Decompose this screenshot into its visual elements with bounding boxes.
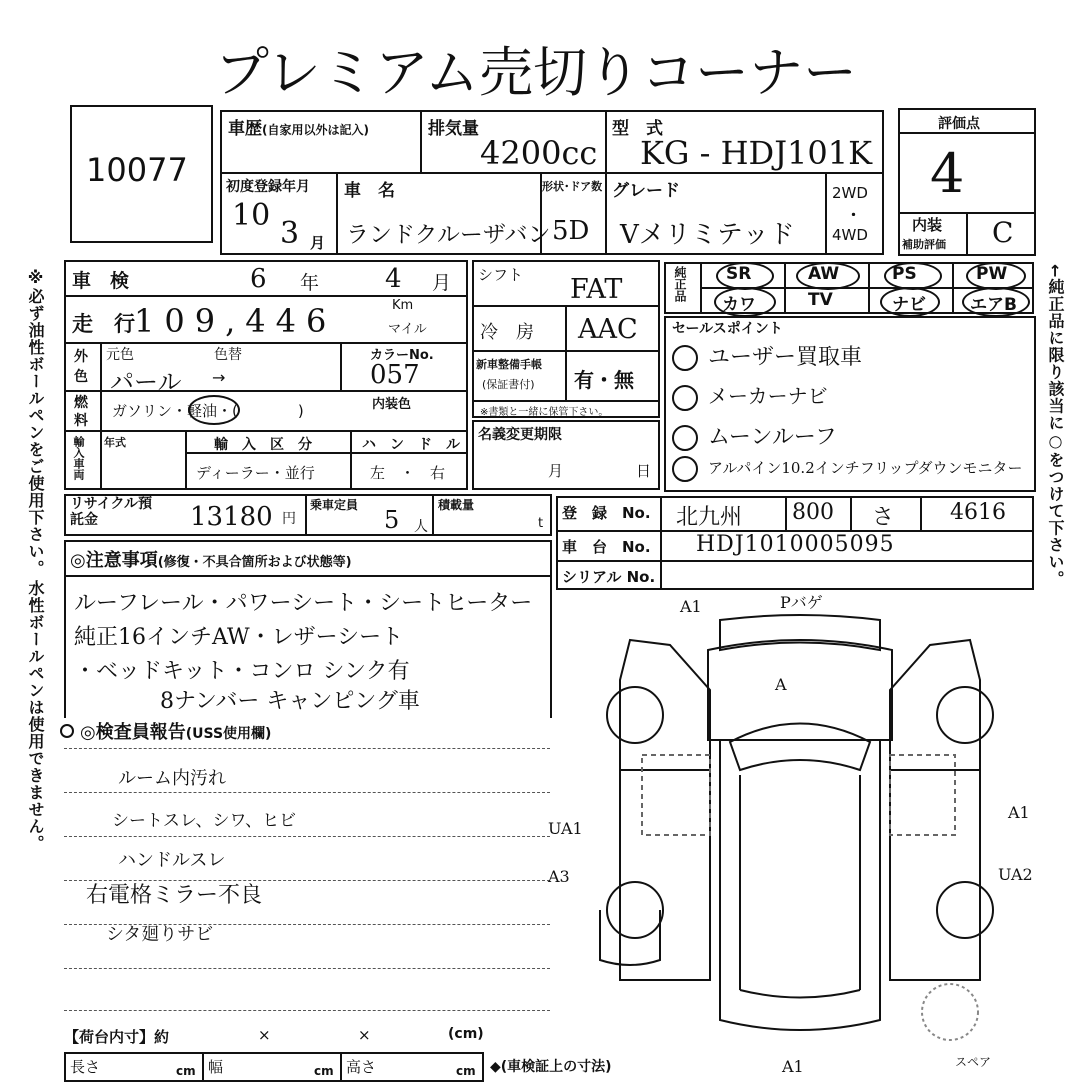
ac-label: 冷 房 xyxy=(480,322,534,343)
diagram-label-rear: A1 xyxy=(782,1057,804,1076)
grade-value: Vメリミテッド xyxy=(620,220,795,250)
score-label: 評価点 xyxy=(938,116,980,132)
note-line-2: 純正16インチAW・レザーシート xyxy=(74,625,404,650)
cargo-length-cm: cm xyxy=(176,1064,196,1078)
note-line-1: ルーフレール・パワーシート・シートヒーター xyxy=(74,591,533,616)
ext-color-label-2: 色 xyxy=(74,369,88,385)
notes-heading: ◎注意事項(修復・不具合箇所および状態等) xyxy=(70,550,352,571)
cargo-height-cm: cm xyxy=(456,1064,476,1078)
registration-class: 800 xyxy=(792,500,834,525)
inspection-year: 6 xyxy=(250,264,267,294)
sales-points-label: セールスポイント xyxy=(672,321,783,337)
mileage-unit-km: Km xyxy=(392,298,414,313)
genuine-circle-leather xyxy=(714,287,776,317)
genuine-item-navi: ナビ xyxy=(892,295,926,315)
registration-area: 北九州 xyxy=(676,505,743,530)
manual-sub: (保証書付) xyxy=(482,378,535,391)
capacity-value: 5 xyxy=(384,506,400,534)
note-line-3: ・ベッドキット・コンロ シンク有 xyxy=(74,659,410,684)
lot-number-box xyxy=(70,105,213,243)
cargo-dims-box xyxy=(64,1052,484,1082)
mileage-value: 109,446 xyxy=(134,302,337,340)
recycle-unit: 円 xyxy=(282,511,296,527)
cargo-length-label: 長さ xyxy=(70,1058,101,1076)
name-change-day: 日 xyxy=(636,462,652,480)
genuine-item-tv: TV xyxy=(808,290,833,310)
handle-label: ハ ン ド ル xyxy=(362,437,460,453)
interior-color-label: 内装色 xyxy=(372,397,412,412)
handle-options: 左 ・ 右 xyxy=(370,464,446,482)
shift-value: FAT xyxy=(570,274,623,305)
note-line-4: 8ナンバー キャンピング車 xyxy=(160,689,420,714)
load-unit: t xyxy=(538,516,544,531)
registration-label: 登 録 No. xyxy=(562,504,651,522)
genuine-circle-pw xyxy=(966,262,1026,290)
genuine-item-leather: カワ xyxy=(722,295,756,315)
registration-number: 4616 xyxy=(950,500,1006,525)
model-value: KG - HDJ101K xyxy=(640,134,872,172)
score-value: 4 xyxy=(930,142,965,205)
orig-color-label: 元色 xyxy=(106,347,134,363)
cargo-unit: (cm) xyxy=(448,1026,484,1042)
diagram-label-front-left: A1 xyxy=(680,597,702,616)
model-label: 型 式 xyxy=(612,119,663,139)
recycle-value: 13180 xyxy=(190,502,273,532)
color-no-label: カラーNo. xyxy=(370,348,434,363)
genuine-circle-sr xyxy=(716,262,774,290)
manual-value: 有・無 xyxy=(574,368,634,392)
displacement-label: 排気量 xyxy=(428,119,479,139)
inspector-heading: ◎検査員報告(USS使用欄) xyxy=(60,718,271,744)
interior-score-value: C xyxy=(992,216,1014,249)
interior-score-sub: 補助評価 xyxy=(902,238,946,251)
genuine-circle-navi xyxy=(880,287,940,317)
inspection-month: 4 xyxy=(385,264,402,294)
sales-point-1: ユーザー買取車 xyxy=(672,340,862,371)
import-label: 輸入車両 xyxy=(72,436,85,480)
first-registration-month: 3 xyxy=(280,216,300,251)
mileage-unit-mile: マイル xyxy=(388,322,427,337)
cargo-height-label: 高さ xyxy=(346,1058,377,1076)
diagram-label-bumper: Pバゲ xyxy=(780,593,823,612)
mileage-label: 走 行 xyxy=(72,312,135,336)
side-note-left-1: ※必ず油性ボールペンをご使用下さい。 xyxy=(26,268,45,577)
drive-4wd: 4WD xyxy=(832,226,868,244)
drive-dot: ・ xyxy=(846,206,862,224)
inspector-line-2: シートスレ、シワ、ヒビ xyxy=(112,811,297,831)
displacement-value: 4200cc xyxy=(480,134,598,172)
capacity-label: 乗車定員 xyxy=(310,498,359,512)
diagram-label-hood: A xyxy=(775,675,787,694)
car-name-value: ランドクルーザバン xyxy=(346,222,551,248)
first-registration-year: 10 xyxy=(232,198,271,233)
cargo-label: 【荷台内寸】約 xyxy=(64,1028,170,1046)
first-registration-month-suffix: 月 xyxy=(310,234,326,252)
change-color-label: 色替 xyxy=(214,347,242,363)
cargo-x1: × xyxy=(258,1026,271,1044)
inspector-line-3: ハンドルスレ xyxy=(118,850,226,871)
doors-value: 5D xyxy=(552,216,590,246)
ac-value: AAC xyxy=(578,314,638,345)
fuel-label-2: 料 xyxy=(74,413,88,429)
fuel-label-1: 燃 xyxy=(74,395,88,411)
ext-color-value: パール xyxy=(110,368,182,396)
color-arrow: → xyxy=(212,368,226,387)
diagram-label-left-door: UA1 xyxy=(548,819,583,838)
interior-score-label: 内装 xyxy=(912,216,943,234)
chassis-value: HDJ1010005095 xyxy=(696,532,895,557)
ext-color-label-1: 外 xyxy=(74,349,88,365)
diagram-spare-label: スペア xyxy=(955,1055,992,1069)
sales-point-4: アルパイン10.2インチフリップダウンモニター xyxy=(672,456,1023,482)
name-change-label: 名義変更期限 xyxy=(478,427,562,443)
diagram-label-right-panel: A1 xyxy=(1008,803,1030,822)
color-no-value: 057 xyxy=(370,360,420,390)
serial-label: シリアル No. xyxy=(562,568,656,586)
import-year-label: 年式 xyxy=(104,436,126,449)
import-class-options: ディーラー・並行 xyxy=(196,464,315,482)
side-note-right: ←純正品に限り該当に○をつけて下さい。 xyxy=(1046,264,1065,588)
grade-label: グレード xyxy=(612,181,680,201)
side-note-left-2: 水性ボールペンは使用できません。 xyxy=(26,580,45,852)
recycle-label: リサイクル預託金 xyxy=(70,496,153,528)
capacity-unit: 人 xyxy=(414,519,428,535)
cargo-x2: × xyxy=(358,1026,371,1044)
page-title: プレミアム売切りコーナー xyxy=(215,41,858,104)
genuine-item-aw: AW xyxy=(808,264,840,284)
drive-2wd: 2WD xyxy=(832,184,868,202)
sales-point-3: ムーンルーフ xyxy=(672,420,837,451)
genuine-item-airbag: エアB xyxy=(970,295,1017,315)
name-change-month: 月 xyxy=(548,462,564,480)
manual-label: 新車整備手帳 xyxy=(476,358,542,371)
car-name-label: 車 名 xyxy=(344,181,395,201)
diagram-label-left-sill: A3 xyxy=(548,867,570,886)
manual-note: ※書類と一緒に保管下さい。 xyxy=(480,407,609,418)
inspection-year-suffix: 年 xyxy=(300,272,320,294)
fuel-selected-circle xyxy=(188,395,240,425)
genuine-label: 純正品 xyxy=(673,266,687,302)
inspector-line-1: ルーム内汚れ xyxy=(118,768,226,789)
genuine-circle-airbag xyxy=(962,287,1030,317)
fuel-options: ガソリン・軽油・( ) xyxy=(112,402,304,420)
genuine-circle-aw xyxy=(796,262,860,290)
doors-label: 形状･ドア数 xyxy=(542,180,603,193)
diagram-label-right-rear: UA2 xyxy=(998,865,1033,884)
cargo-note: ◆(車検証上の寸法) xyxy=(490,1059,612,1075)
cargo-width-cm: cm xyxy=(314,1064,334,1078)
genuine-item-sr: SR xyxy=(726,264,752,284)
first-registration-label: 初度登録年月 xyxy=(226,179,310,195)
registration-kana: さ xyxy=(872,505,895,530)
inspector-line-5: シタ廻りサビ xyxy=(106,924,214,945)
genuine-item-pw: PW xyxy=(976,264,1008,284)
cargo-width-label: 幅 xyxy=(208,1058,224,1076)
inspector-line-4: 右電格ミラー不良 xyxy=(86,883,263,908)
genuine-circle-ps xyxy=(884,262,942,290)
genuine-item-ps: PS xyxy=(892,264,917,284)
import-class-label: 輸 入 区 分 xyxy=(214,437,312,453)
sales-point-2: メーカーナビ xyxy=(672,380,828,411)
chassis-label: 車 台 No. xyxy=(562,538,651,556)
inspection-label: 車 検 xyxy=(72,270,130,292)
load-label: 積載量 xyxy=(438,498,475,512)
inspection-month-suffix: 月 xyxy=(432,272,452,294)
lot-number: 10077 xyxy=(86,151,188,189)
shift-label: シフト xyxy=(478,266,524,284)
vehicle-history-label: 車歴(自家用以外は記入) xyxy=(228,119,369,139)
